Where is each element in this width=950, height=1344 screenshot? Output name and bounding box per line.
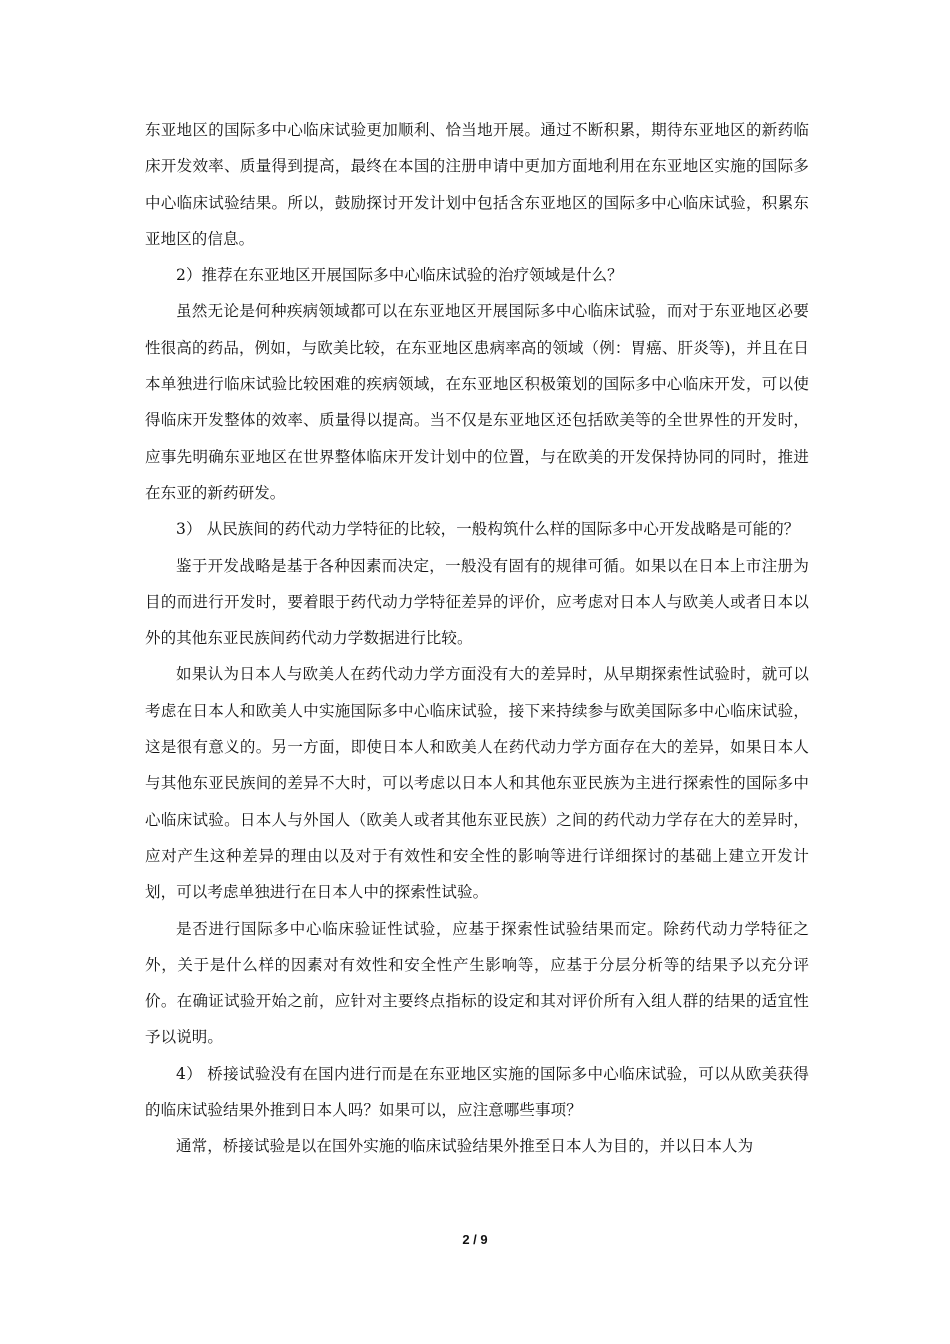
- answer-paragraph-2: 虽然无论是何种疾病领域都可以在东亚地区开展国际多中心临床试验，而对于东亚地区必要性很高的药品，例如，与欧美比较，在东亚地区患病率高的领域（例：胃癌、肝炎等)，并且在日本单独进行临床试验比较困难的疾病领域，在东亚地区积极策划的国际多中心临床开发，可以使得临床开发整体的效率、质量得以提高。当不仅是东亚地区还包括欧美等的全世界性的开发时，应事先明确东亚地区在世界整体临床开发计划中的位置，与在欧美的开发保持协同的同时，推进在东亚的新药研发。: [145, 302, 809, 502]
- page-number: 2 / 9: [462, 1232, 488, 1247]
- question-heading-4: 4） 桥接试验没有在国内进行而是在东亚地区实施的国际多中心临床试验，可以从欧美获得的临床试验结果外推到日本人吗？如果可以，应注意哪些事项？: [145, 1064, 809, 1120]
- answer-paragraph-3a: 鉴于开发战略是基于各种因素而决定，一般没有固有的规律可循。如果以在日本上市注册为目的而进行开发时，要着眼于药代动力学特征差异的评价，应考虑对日本人与欧美人或者日本以外的其他东亚民族间药代动力学数据进行比较。: [145, 556, 809, 648]
- answer-paragraph-3c: 是否进行国际多中心临床验证性试验，应基于探索性试验结果而定。除药代动力学特征之外，关于是什么样的因素对有效性和安全性产生影响等，应基于分层分析等的结果予以充分评价。在确证试验开始之前，应针对主要终点指标的设定和其对评价所有入组人群的结果的适宜性予以说明。: [145, 919, 809, 1047]
- question-heading-3: 3） 从民族间的药代动力学特征的比较，一般构筑什么样的国际多中心开发战略是可能的？: [176, 520, 800, 539]
- answer-paragraph-3b: 如果认为日本人与欧美人在药代动力学方面没有大的差异时，从早期探索性试验时，就可以考虑在日本人和欧美人中实施国际多中心临床试验，接下来持续参与欧美国际多中心临床试验，这是很有意义的。另一方面，即使日本人和欧美人在药代动力学方面存在大的差异，如果日本人与其他东亚民族间的差异不大时，可以考虑以日本人和其他东亚民族为主进行探索性的国际多中心临床试验。日本人与外国人（欧美人或者其他东亚民族）之间的药代动力学存在大的差异时，应对产生这种差异的理由以及对于有效性和安全性的影响等进行详细探讨的基础上建立开发计划，可以考虑单独进行在日本人中的探索性试验。: [145, 665, 809, 902]
- paragraph-continuation: 东亚地区的国际多中心临床试验更加顺利、恰当地开展。通过不断积累，期待东亚地区的新药临床开发效率、质量得到提高，最终在本国的注册申请中更加方面地利用在东亚地区实施的国际多中心临床试验结果。所以，鼓励探讨开发计划中包括含东亚地区的国际多中心临床试验，积累东亚地区的信息。: [145, 121, 809, 248]
- document-body: [145, 112, 809, 1165]
- answer-paragraph-4: 通常，桥接试验是以在国外实施的临床试验结果外推至日本人为目的，并以日本人为: [176, 1137, 754, 1156]
- question-heading-2: 2）推荐在东亚地区开展国际多中心临床试验的治疗领域是什么？: [176, 266, 623, 285]
